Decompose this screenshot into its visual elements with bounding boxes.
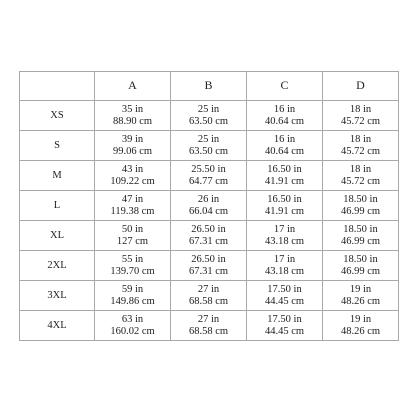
measurement-cell	[171, 251, 247, 281]
header-row	[20, 72, 399, 101]
measurement-cell	[323, 251, 399, 281]
inches-value: 39 in	[121, 133, 144, 145]
centimeters-value: 139.70 cm	[110, 265, 155, 277]
size-chart-table	[19, 71, 399, 341]
centimeters-value: 127 cm	[116, 235, 149, 247]
inches-value: 19 in	[349, 313, 372, 325]
inches-value: 18 in	[349, 103, 372, 115]
measurement-cell	[95, 161, 171, 191]
inches-value: 55 in	[121, 253, 144, 265]
size-label: M	[20, 161, 95, 191]
centimeters-value: 67.31 cm	[188, 235, 229, 247]
inches-value: 27 in	[197, 313, 220, 325]
centimeters-value: 43.18 cm	[264, 265, 305, 277]
measurement-cell	[171, 221, 247, 251]
measurement-cell	[171, 191, 247, 221]
measurement-cell	[323, 281, 399, 311]
column-header-a: A	[95, 72, 171, 101]
centimeters-value: 43.18 cm	[264, 235, 305, 247]
inches-value: 18.50 in	[343, 223, 378, 235]
measurement-cell	[323, 221, 399, 251]
measurement-cell	[171, 281, 247, 311]
inches-value: 35 in	[121, 103, 144, 115]
size-row	[20, 131, 399, 161]
measurement-cell	[171, 161, 247, 191]
corner-cell	[20, 72, 95, 101]
size-row	[20, 101, 399, 131]
inches-value: 16.50 in	[267, 193, 302, 205]
inches-value: 26.50 in	[191, 223, 226, 235]
measurement-cell	[247, 311, 323, 341]
centimeters-value: 160.02 cm	[110, 325, 155, 337]
inches-value: 17 in	[273, 223, 296, 235]
measurement-cell	[247, 221, 323, 251]
size-row	[20, 191, 399, 221]
centimeters-value: 41.91 cm	[264, 205, 305, 217]
inches-value: 26 in	[197, 193, 220, 205]
size-label: XL	[20, 221, 95, 251]
centimeters-value: 63.50 cm	[188, 115, 229, 127]
measurement-cell	[247, 191, 323, 221]
measurement-cell	[323, 191, 399, 221]
centimeters-value: 63.50 cm	[188, 145, 229, 157]
inches-value: 18.50 in	[343, 193, 378, 205]
inches-value: 27 in	[197, 283, 220, 295]
centimeters-value: 41.91 cm	[264, 175, 305, 187]
centimeters-value: 40.64 cm	[264, 145, 305, 157]
inches-value: 16 in	[273, 103, 296, 115]
measurement-cell	[95, 101, 171, 131]
size-row	[20, 161, 399, 191]
centimeters-value: 44.45 cm	[264, 325, 305, 337]
centimeters-value: 64.77 cm	[188, 175, 229, 187]
inches-value: 25 in	[197, 133, 220, 145]
measurement-cell	[247, 101, 323, 131]
measurement-cell	[95, 221, 171, 251]
measurement-cell	[323, 101, 399, 131]
inches-value: 16.50 in	[267, 163, 302, 175]
centimeters-value: 45.72 cm	[340, 145, 381, 157]
inches-value: 19 in	[349, 283, 372, 295]
inches-value: 47 in	[121, 193, 144, 205]
centimeters-value: 88.90 cm	[112, 115, 153, 127]
inches-value: 59 in	[121, 283, 144, 295]
inches-value: 25.50 in	[191, 163, 226, 175]
size-row	[20, 311, 399, 341]
centimeters-value: 99.06 cm	[112, 145, 153, 157]
centimeters-value: 68.58 cm	[188, 325, 229, 337]
size-row	[20, 251, 399, 281]
inches-value: 26.50 in	[191, 253, 226, 265]
centimeters-value: 45.72 cm	[340, 115, 381, 127]
measurement-cell	[95, 311, 171, 341]
column-header-d: D	[323, 72, 399, 101]
measurement-cell	[323, 131, 399, 161]
centimeters-value: 119.38 cm	[110, 205, 155, 217]
inches-value: 16 in	[273, 133, 296, 145]
measurement-cell	[247, 161, 323, 191]
inches-value: 18.50 in	[343, 253, 378, 265]
measurement-cell	[171, 311, 247, 341]
size-label: 3XL	[20, 281, 95, 311]
centimeters-value: 40.64 cm	[264, 115, 305, 127]
inches-value: 17.50 in	[267, 313, 302, 325]
centimeters-value: 109.22 cm	[110, 175, 155, 187]
centimeters-value: 66.04 cm	[188, 205, 229, 217]
column-header-c: C	[247, 72, 323, 101]
size-label: L	[20, 191, 95, 221]
size-label: S	[20, 131, 95, 161]
inches-value: 63 in	[121, 313, 144, 325]
measurement-cell	[95, 281, 171, 311]
inches-value: 17 in	[273, 253, 296, 265]
inches-value: 43 in	[121, 163, 144, 175]
centimeters-value: 48.26 cm	[340, 295, 381, 307]
size-label: 2XL	[20, 251, 95, 281]
size-label: 4XL	[20, 311, 95, 341]
inches-value: 25 in	[197, 103, 220, 115]
centimeters-value: 45.72 cm	[340, 175, 381, 187]
measurement-cell	[95, 131, 171, 161]
centimeters-value: 46.99 cm	[340, 265, 381, 277]
measurement-cell	[247, 131, 323, 161]
measurement-cell	[247, 251, 323, 281]
measurement-cell	[171, 131, 247, 161]
centimeters-value: 67.31 cm	[188, 265, 229, 277]
measurement-cell	[247, 281, 323, 311]
measurement-cell	[323, 311, 399, 341]
inches-value: 18 in	[349, 163, 372, 175]
centimeters-value: 46.99 cm	[340, 205, 381, 217]
centimeters-value: 149.86 cm	[110, 295, 155, 307]
measurement-cell	[95, 191, 171, 221]
size-row	[20, 281, 399, 311]
measurement-cell	[95, 251, 171, 281]
size-label: XS	[20, 101, 95, 131]
measurement-cell	[323, 161, 399, 191]
centimeters-value: 46.99 cm	[340, 235, 381, 247]
size-row	[20, 221, 399, 251]
inches-value: 50 in	[121, 223, 144, 235]
inches-value: 17.50 in	[267, 283, 302, 295]
centimeters-value: 68.58 cm	[188, 295, 229, 307]
inches-value: 18 in	[349, 133, 372, 145]
column-header-b: B	[171, 72, 247, 101]
centimeters-value: 44.45 cm	[264, 295, 305, 307]
measurement-cell	[171, 101, 247, 131]
centimeters-value: 48.26 cm	[340, 325, 381, 337]
